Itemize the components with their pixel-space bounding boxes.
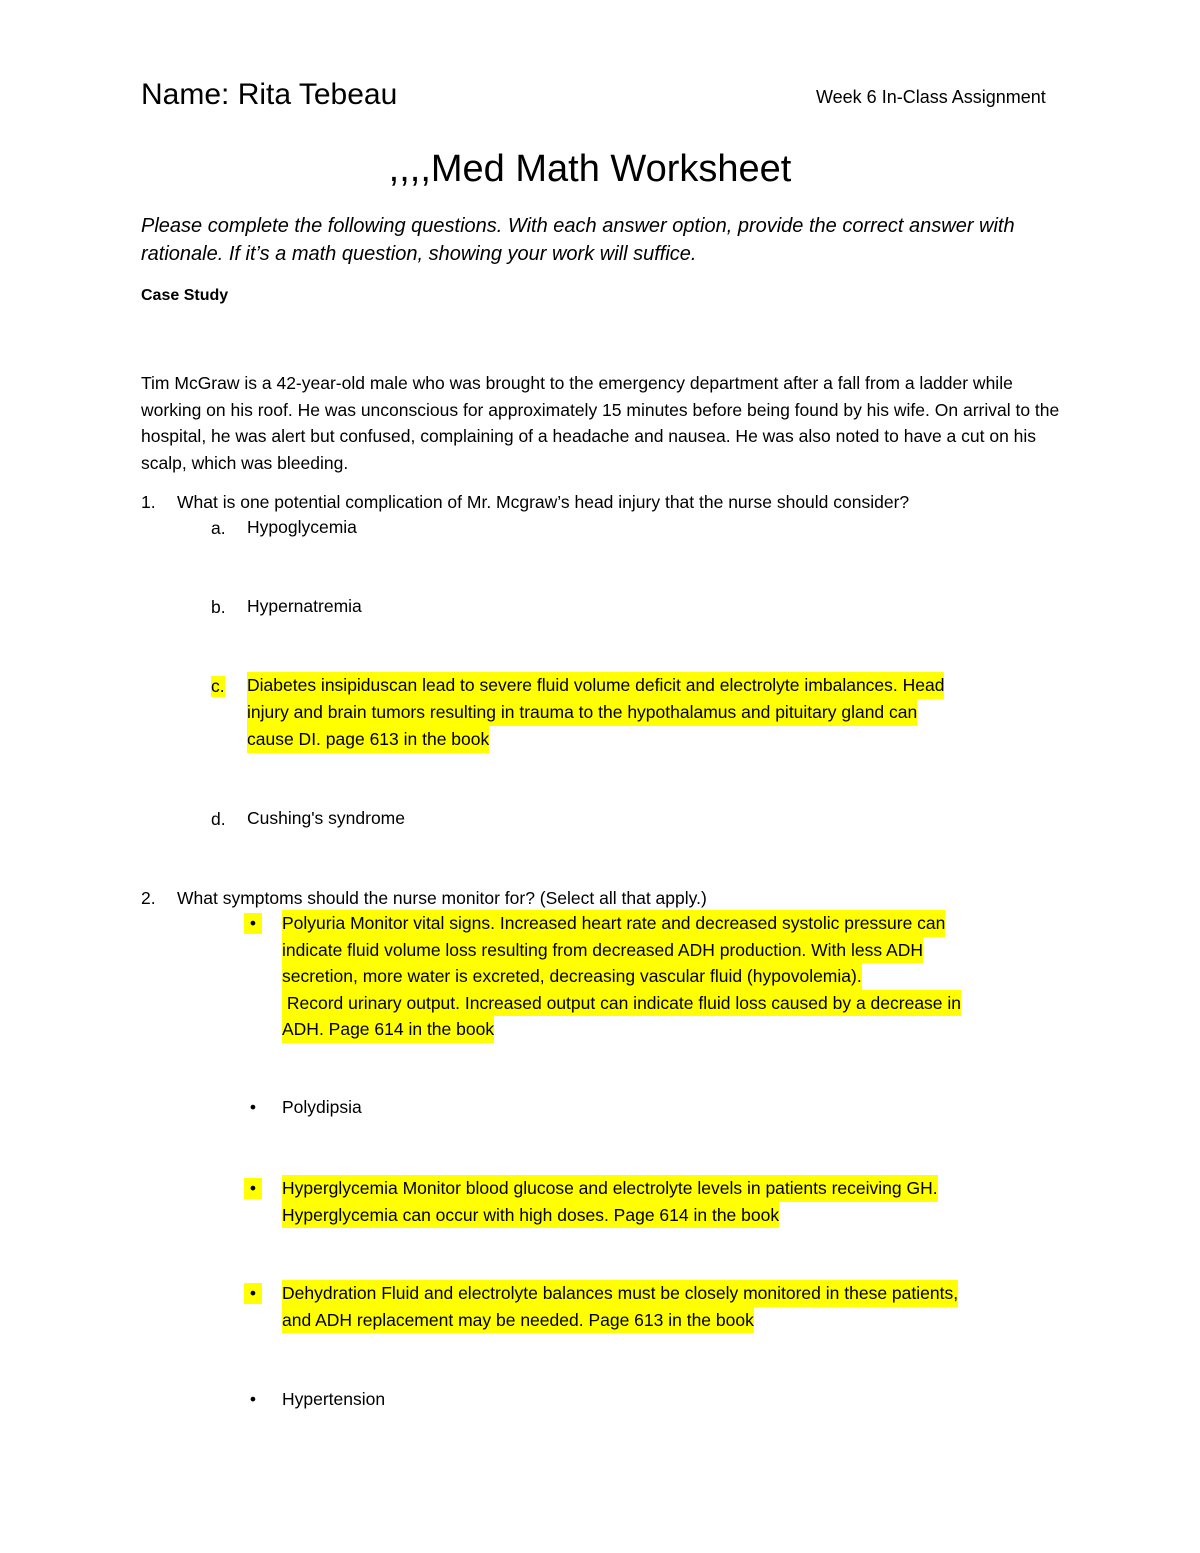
symptom-line: Hypertension	[282, 1389, 386, 1409]
symptom-line: Polyuria Monitor vital signs. Increased heart rate and decreased systolic pressure can	[282, 910, 945, 937]
question-2-number: 2.	[141, 888, 156, 908]
case-study-text: Tim McGraw is a 42-year-old male who was brought to the emergency department after a fall from a ladder while working on his roof. He was unconscious for approximately 15 minutes before being found by his wife. On arrival to the hospital, he was alert but confused, complaining of a headache and nausea. He was also noted to have a cut on his scalp, which was bleeding.	[141, 373, 1060, 473]
bullet-5: •	[249, 1389, 257, 1409]
option-d-letter: d.	[211, 809, 226, 829]
symptom-item	[282, 910, 961, 1043]
symptom-line: ADH. Page 614 in the book	[282, 1016, 494, 1043]
option-c-line: Diabetes insipiduscan lead to severe fluid volume deficit and electrolyte imbalances. Head	[247, 672, 944, 699]
student-name: Name: Rita Tebeau	[141, 78, 398, 111]
symptom-item	[282, 1094, 362, 1121]
bullet-4: •	[244, 1283, 262, 1304]
question-1-text: What is one potential complication of Mr. Mcgraw’s head injury that the nurse should consider?	[177, 492, 910, 512]
symptom-line: secretion, more water is excreted, decreasing vascular fluid (hypovolemia).	[282, 963, 862, 990]
instructions: Please complete the following questions. With each answer option, provide the correct answer with rationale. If it’s a math question, showing your work will suffice.	[141, 215, 1015, 265]
symptom-line: Record urinary output. Increased output can indicate fluid loss caused by a decrease in	[282, 990, 961, 1017]
symptom-line: Dehydration Fluid and electrolyte balances must be closely monitored in these patients,	[282, 1280, 958, 1307]
symptom-line: Polydipsia	[282, 1097, 362, 1117]
option-b-letter: b.	[211, 597, 226, 617]
symptom-item	[282, 1386, 385, 1413]
bullet-3: •	[244, 1178, 262, 1199]
symptom-item	[282, 1280, 958, 1333]
symptom-line: indicate fluid volume loss resulting from decreased ADH production. With less ADH	[282, 937, 923, 964]
option-d	[247, 805, 405, 832]
symptom-line: Hyperglycemia can occur with high doses. Page 614 in the book	[282, 1202, 779, 1229]
page-title-text: ,,,,Med Math Worksheet	[388, 148, 792, 190]
bullet-2: •	[249, 1097, 257, 1117]
symptom-item	[282, 1175, 938, 1228]
bullet-1: •	[244, 913, 262, 934]
option-c-letter: c.	[211, 676, 225, 696]
option-c	[247, 672, 944, 753]
option-b-line: Hypernatremia	[247, 596, 362, 616]
option-a-line: Hypoglycemia	[247, 517, 357, 537]
option-b	[247, 593, 362, 620]
option-a-letter: a.	[211, 518, 226, 538]
question-2-text: What symptoms should the nurse monitor for? (Select all that apply.)	[177, 888, 707, 908]
option-c-line: injury and brain tumors resulting in trauma to the hypothalamus and pituitary gland can	[247, 699, 917, 726]
case-study-heading: Case Study	[141, 287, 229, 304]
symptom-line: Hyperglycemia Monitor blood glucose and electrolyte levels in patients receiving GH.	[282, 1175, 938, 1202]
option-d-line: Cushing's syndrome	[247, 808, 405, 828]
assignment-label: Week 6 In-Class Assignment	[816, 87, 1046, 107]
symptom-line: and ADH replacement may be needed. Page 613 in the book	[282, 1307, 754, 1334]
option-a	[247, 514, 357, 541]
question-1-number: 1.	[141, 492, 156, 512]
page-title	[0, 148, 1200, 191]
option-c-line: cause DI. page 613 in the book	[247, 726, 489, 753]
